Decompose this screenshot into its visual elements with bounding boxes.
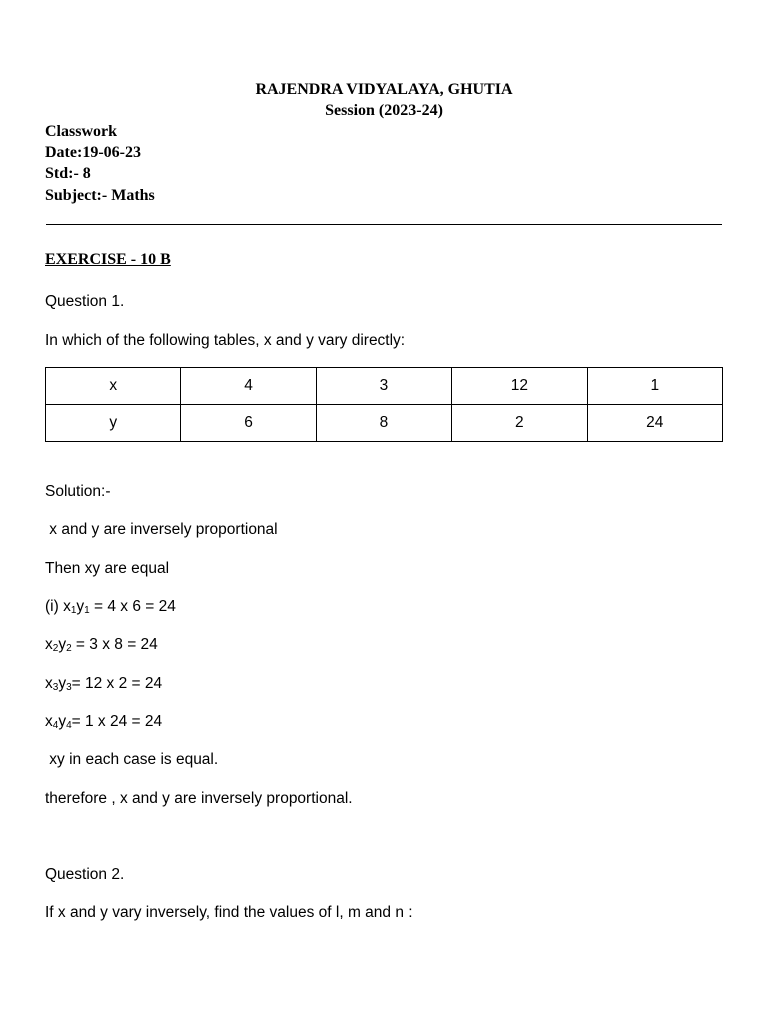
subject-label: Subject:- Maths	[45, 187, 155, 204]
subscript: 1	[84, 605, 90, 616]
question-1-label: Question 1.	[45, 293, 125, 310]
calc-text: (i) x	[45, 598, 71, 615]
calc-text: x	[45, 636, 53, 653]
subscript: 4	[52, 720, 59, 731]
calc-text: x	[45, 675, 53, 692]
calc-text: y	[58, 713, 67, 730]
subscript: 4	[66, 720, 72, 731]
calc-text: = 1 x 24 = 24	[71, 713, 163, 730]
table-row	[46, 368, 723, 405]
table-cell: 24	[587, 405, 722, 442]
calc-text: = 12 x 2 = 24	[71, 675, 163, 692]
subscript: 2	[52, 643, 59, 654]
table-cell: 8	[316, 405, 451, 442]
question-1-text: In which of the following tables, x and y vary directly:	[45, 332, 406, 349]
solution-line-4: therefore , x and y are inversely proportional.	[45, 790, 353, 807]
question-2-text: If x and y vary inversely, find the values of l, m and n :	[45, 904, 413, 921]
std-label: Std:- 8	[45, 165, 91, 182]
question-1-table	[45, 367, 723, 442]
exercise-title: EXERCISE - 10 B	[45, 251, 171, 268]
calc-text: y	[58, 636, 67, 653]
subscript: 2	[66, 643, 72, 654]
date-label: Date:19-06-23	[45, 144, 141, 161]
calc-text: y	[76, 598, 85, 615]
table-cell: 3	[316, 368, 451, 405]
table-cell: 12	[452, 368, 587, 405]
classwork-label: Classwork	[45, 123, 118, 140]
calc-text: y	[58, 675, 67, 692]
table-cell: x	[46, 368, 181, 405]
subscript: 3	[66, 682, 72, 693]
solution-label: Solution:-	[45, 483, 111, 500]
table-cell: 6	[181, 405, 316, 442]
question-2-label: Question 2.	[45, 866, 125, 883]
calc-line-1	[45, 598, 176, 616]
separator-line	[46, 224, 722, 225]
table-cell: 2	[452, 405, 587, 442]
subscript: 1	[70, 605, 77, 616]
calc-line-4	[45, 713, 162, 731]
calc-text: x	[45, 713, 53, 730]
table-cell: 1	[587, 368, 722, 405]
table-cell: y	[46, 405, 181, 442]
table-row	[46, 405, 723, 442]
solution-line-2: Then xy are equal	[45, 560, 170, 577]
school-name: RAJENDRA VIDYALAYA, GHUTIA	[255, 81, 513, 98]
table-cell: 4	[181, 368, 316, 405]
calc-text: = 4 x 6 = 24	[89, 598, 176, 615]
calc-text: = 3 x 8 = 24	[71, 636, 158, 653]
solution-line-3: xy in each case is equal.	[45, 751, 219, 768]
subscript: 3	[52, 682, 59, 693]
session-title: Session (2023-24)	[325, 102, 443, 119]
calc-line-3	[45, 675, 162, 693]
solution-line-1: x and y are inversely proportional	[45, 521, 278, 538]
calc-line-2	[45, 636, 158, 654]
